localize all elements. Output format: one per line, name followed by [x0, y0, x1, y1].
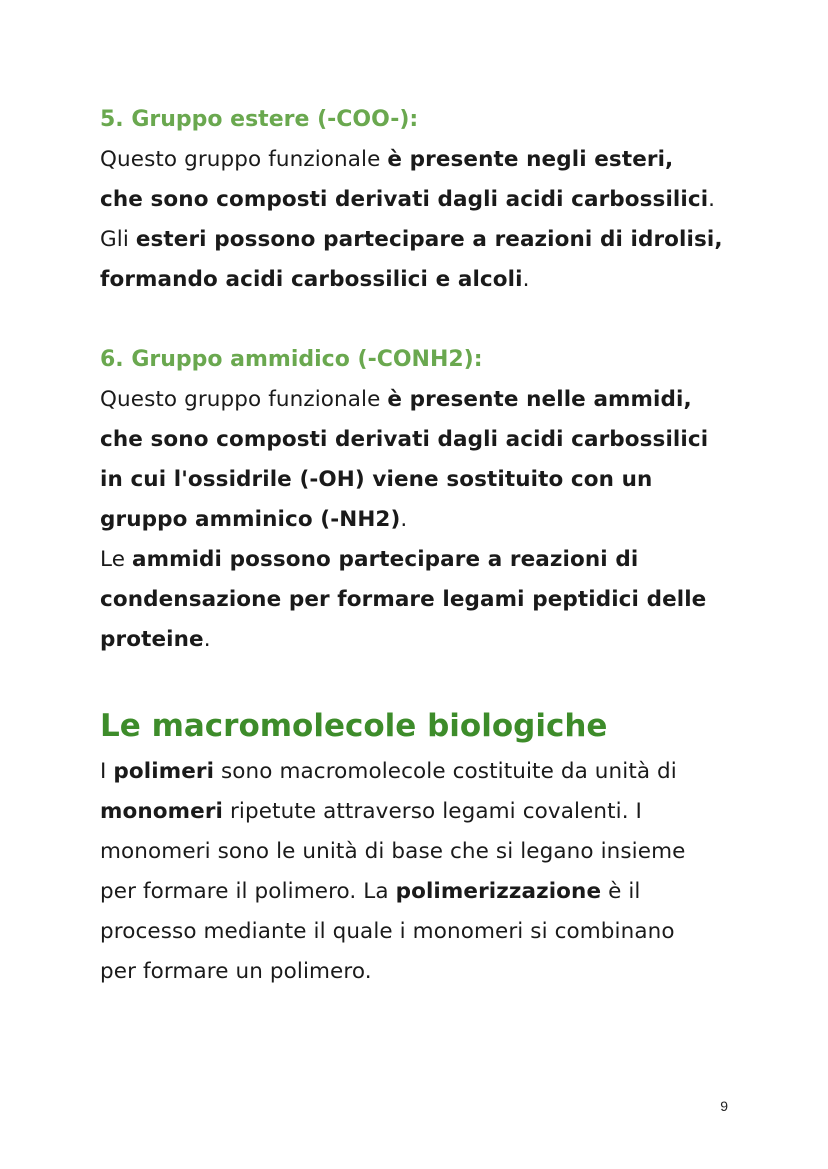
section-number-title: 6. Gruppo ammidico — [100, 347, 350, 372]
bold-text: formando acidi carbossilici e alcoli — [100, 267, 523, 292]
text-line — [100, 540, 740, 580]
text-line — [100, 792, 740, 832]
spacer — [100, 300, 740, 340]
text: . — [522, 267, 530, 292]
text: sono macromolecole costituite da unità di — [214, 759, 677, 784]
text: Questo gruppo funzionale — [100, 147, 388, 172]
section-formula: (-COO-): — [317, 107, 419, 132]
text-line — [100, 580, 740, 620]
page-number: 9 — [720, 1098, 728, 1114]
text: per formare il polimero. La — [100, 879, 396, 904]
document-body — [100, 100, 740, 660]
section-gruppo-estere — [100, 100, 740, 300]
chapter-intro — [100, 752, 740, 992]
section-heading — [100, 100, 740, 140]
bold-text: polimeri — [113, 759, 215, 784]
bold-text: esteri possono partecipare a reazioni di idrolisi, — [135, 227, 723, 252]
text: ripetute attraverso legami covalenti. I — [223, 799, 643, 824]
text-line — [100, 912, 740, 952]
section-formula: (-CONH2): — [357, 347, 483, 372]
text: . — [400, 507, 408, 532]
bold-text: in cui l'ossidrile (-OH) viene sostituito con un — [100, 467, 653, 492]
text: Questo gruppo funzionale — [100, 387, 388, 412]
text-line — [100, 380, 740, 420]
text: . — [708, 187, 716, 212]
section-heading — [100, 340, 740, 380]
chapter-title: Le macromolecole biologiche — [100, 708, 608, 744]
bold-text: condensazione per formare legami peptidici delle — [100, 587, 707, 612]
section-gruppo-ammidico — [100, 340, 740, 660]
bold-text: proteine — [100, 627, 204, 652]
text-line — [100, 180, 740, 220]
section-paragraph — [100, 380, 740, 660]
text-line — [100, 832, 740, 872]
text: Gli — [100, 227, 136, 252]
bold-text: ammidi possono partecipare a reazioni di — [131, 547, 639, 572]
bold-text: gruppo amminico (-NH2) — [100, 507, 401, 532]
text-line — [100, 872, 740, 912]
section-paragraph — [100, 140, 740, 300]
bold-text: monomeri — [100, 799, 224, 824]
text-line — [100, 460, 740, 500]
text-line — [100, 752, 740, 792]
text-line — [100, 500, 740, 540]
text-line — [100, 620, 740, 660]
bold-text: che sono composti derivati dagli acidi carbossilici — [100, 187, 709, 212]
text-line — [100, 952, 740, 992]
text: processo mediante il quale i monomeri si combinano — [100, 919, 675, 944]
bold-text: polimerizzazione — [395, 879, 602, 904]
text-line — [100, 420, 740, 460]
text: monomeri sono le unità di base che si legano insieme — [100, 839, 686, 864]
bold-text: è presente negli esteri, — [387, 147, 674, 172]
text: I — [100, 759, 114, 784]
text: è il — [601, 879, 641, 904]
bold-text: è presente nelle ammidi, — [387, 387, 692, 412]
text-line — [100, 140, 740, 180]
text-line — [100, 220, 740, 260]
text: Le — [100, 547, 132, 572]
text: per formare un polimero. — [100, 959, 372, 984]
bold-text: che sono composti derivati dagli acidi carbossilici — [100, 427, 709, 452]
section-number-title: 5. Gruppo estere — [100, 107, 310, 132]
text-line — [100, 260, 740, 300]
chapter-paragraph — [100, 752, 740, 992]
text: . — [203, 627, 211, 652]
